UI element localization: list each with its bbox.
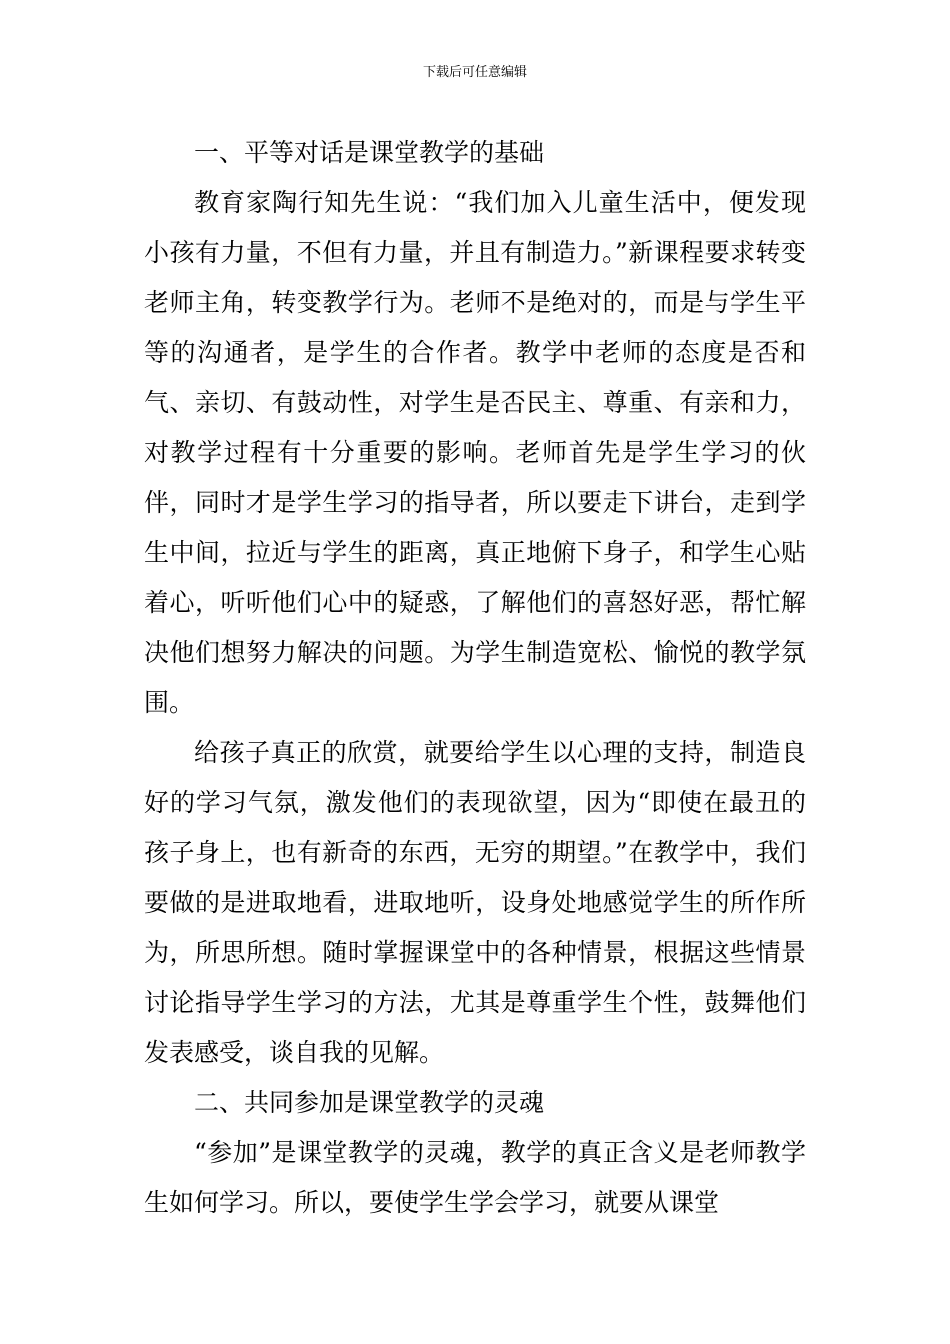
section-1-paragraph-2: 给孩子真正的欣赏，就要给学生以心理的支持，制造良好的学习气氛，激发他们的表现欲望，因为“即使在最丑的孩子身上，也有新奇的东西，无穷的期望。”在教学中，我们要做的是进取地看，进取地听，设身处地感觉学生的所作所为，所思所想。随时掌握课堂中的各种情景，根据这些情景讨论指导学生学习的方法，尤其是尊重学生个性，鼓舞他们发表感受，谈自我的见解。 [144, 738, 806, 1067]
section-1-paragraph-1: 教育家陶行知先生说：“我们加入儿童生活中，便发现小孩有力量，不但有力量，并且有制造力。”新课程要求转变老师主角，转变教学行为。老师不是绝对的，而是与学生平等的沟通者，是学生的合作者。教学中老师的态度是否和气、亲切、有鼓动性，对学生是否民主、尊重、有亲和力，对教学过程有十分重要的影响。老师首先是学生学习的伙伴，同时才是学生学习的指导者，所以要走下讲台，走到学生中间，拉近与学生的距离，真正地俯下身子，和学生心贴着心，听听他们心中的疑惑，了解他们的喜怒好恶，帮忙解决他们想努力解决的问题。为学生制造宽松、愉悦的教学氛围。 [144, 188, 806, 717]
section-2-paragraph-1: “参加”是课堂教学的灵魂，教学的真正含义是老师教学生如何学习。所以，要使学生学会学习，就要从课堂 [144, 1138, 806, 1217]
header-note: 下载后可任意编辑 [422, 65, 527, 80]
section-heading-1: 一、平等对话是课堂教学的基础 [194, 138, 545, 167]
section-heading-2: 二、共同参加是课堂教学的灵魂 [194, 1088, 545, 1117]
document-body [144, 128, 806, 1228]
